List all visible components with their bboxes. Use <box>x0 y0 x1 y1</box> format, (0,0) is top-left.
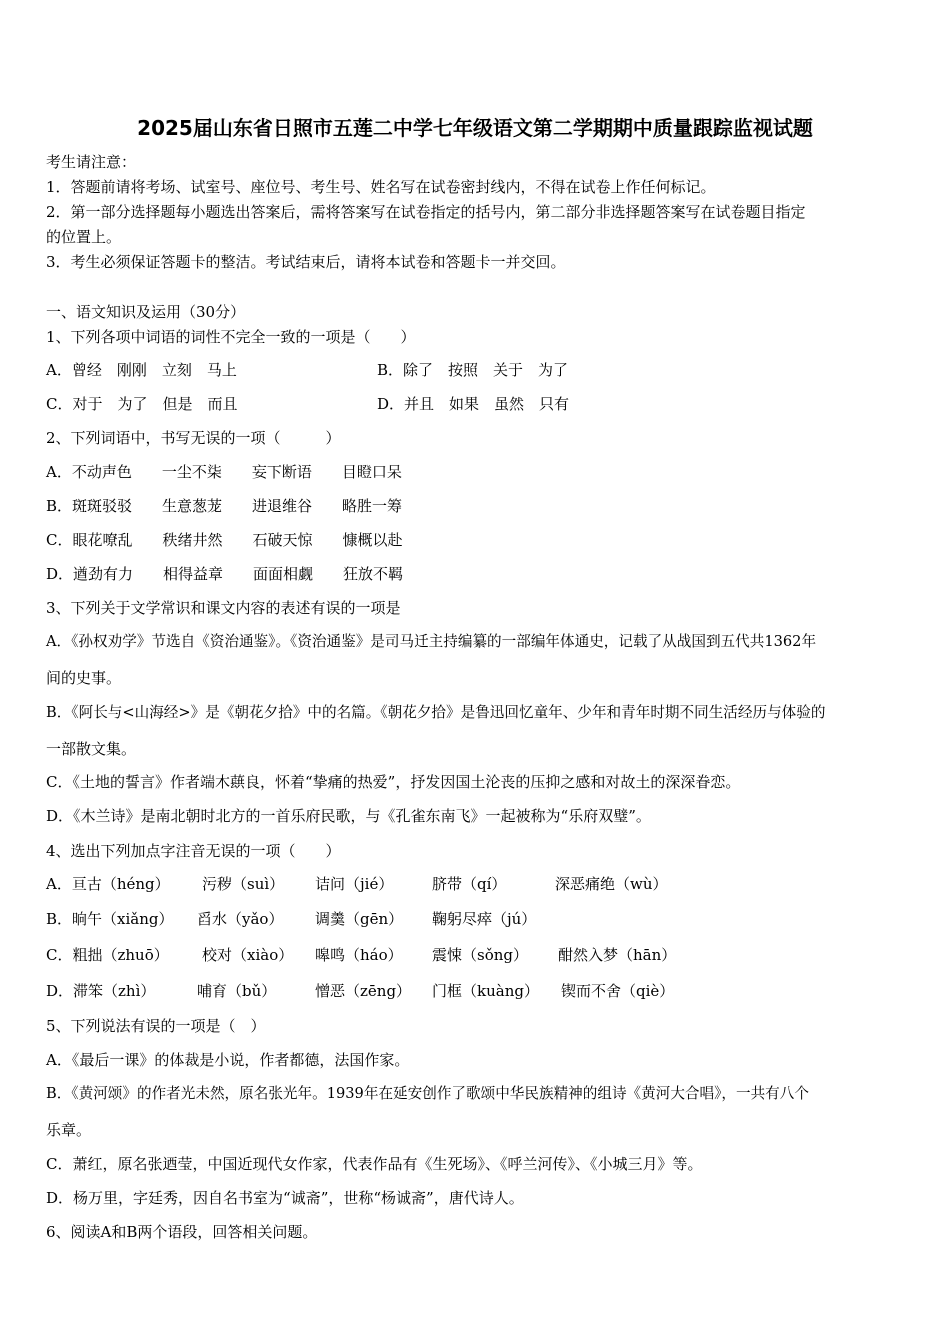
notice-item-3: 3．考生必须保证答题卡的整洁。考试结束后，请将本试卷和答题卡一并交回。 <box>46 253 566 271</box>
q2-option-c: C．眼花嘹乱 秩绪井然 石破天惊 慷概以赴 <box>46 531 403 549</box>
notice-item-2: 2．第一部分选择题每小题选出答案后，需将答案写在试卷指定的括号内，第二部分非选择题答案写在试卷题目指定 <box>46 203 806 221</box>
q4-b-3: 调羹（gēn） <box>315 910 404 928</box>
q2-option-a: A．不动声色 一尘不柒 妄下断语 目瞪口呆 <box>46 463 402 481</box>
q2-option-d: D．遒劲有力 相得益章 面面相觑 狂放不羁 <box>46 565 404 583</box>
q1-option-c: C．对于 为了 但是 而且 <box>46 395 238 413</box>
q4-c-4: 震悚（sǒng） <box>432 946 528 964</box>
q2-option-b: B．斑斑驳驳 生意葱茏 进退维谷 略胜一筹 <box>46 497 403 515</box>
q4-a-1: A．亘古（héng） <box>46 875 170 893</box>
q5-option-c: C．萧红，原名张迺莹，中国近现代女作家，代表作品有《生死场》、《呼兰河传》、《小城三月》等。 <box>46 1155 703 1173</box>
q1-option-d: D．并且 如果 虽然 只有 <box>377 395 570 413</box>
q5-option-d: D．杨万里，字廷秀，因自名书室为“诚斋”，世称“杨诚斋”，唐代诗人。 <box>46 1189 524 1207</box>
q5-stem: 5、下列说法有误的一项是（ ） <box>46 1017 266 1035</box>
q3-option-b: B．《阿长与<山海经>》是《朝花夕拾》中的名篇。《朝花夕拾》是鲁迅回忆童年、少年和青年时期不同生活经历与体验的 <box>46 704 826 721</box>
q4-d-3: 憎恶（zēng） <box>315 982 412 1000</box>
q4-b-4: 鞠躬尽瘁（jú） <box>432 910 537 928</box>
section-heading: 一、语文知识及运用（30分） <box>46 303 246 321</box>
q4-d-5: 锲而不舍（qiè） <box>561 982 675 1000</box>
q4-a-2: 污秽（suì） <box>202 875 285 893</box>
q3-stem: 3、下列关于文学常识和课文内容的表述有误的一项是 <box>46 599 401 617</box>
q4-d-4: 门框（kuàng） <box>432 982 539 1000</box>
notice-heading: 考生请注意： <box>46 153 137 171</box>
q3-option-b-cont: 一部散文集。 <box>46 740 137 758</box>
q4-b-2: 舀水（yǎo） <box>197 910 284 928</box>
q5-option-a: A．《最后一课》的体裁是小说，作者都德，法国作家。 <box>46 1051 410 1069</box>
q5-option-b: B．《黄河颂》的作者光未然，原名张光年。1939年在延安创作了歌颂中华民族精神的组诗《黄河大合唱》，一共有八个 <box>46 1085 809 1102</box>
q4-c-1: C．粗拙（zhuō） <box>46 946 169 964</box>
q6-stem: 6、阅读A和B两个语段，回答相关问题。 <box>46 1223 318 1241</box>
notice-item-1: 1．答题前请将考场、试室号、座位号、考生号、姓名写在试卷密封线内，不得在试卷上作任何标记。 <box>46 178 716 196</box>
notice-item-2-cont: 的位置上。 <box>46 228 122 246</box>
q1-option-b: B．除了 按照 关于 为了 <box>377 361 569 379</box>
q4-c-3: 嗥鸣（háo） <box>315 946 403 964</box>
q4-a-3: 诘问（jié） <box>315 875 394 893</box>
q2-stem: 2、下列词语中，书写无误的一项（ ） <box>46 429 341 447</box>
q5-option-b-cont: 乐章。 <box>46 1121 92 1139</box>
q1-option-a: A．曾经 刚刚 立刻 马上 <box>46 361 237 379</box>
q4-c-5: 酣然入梦（hān） <box>558 946 677 964</box>
q3-option-d: D．《木兰诗》是南北朝时北方的一首乐府民歌，与《孔雀东南飞》一起被称为“乐府双璧”。 <box>46 807 651 825</box>
q4-a-4: 脐带（qí） <box>432 875 507 893</box>
q3-option-c: C．《土地的誓言》作者端木蕻良，怀着“挚痛的热爱”，抒发因国土沦丧的压抑之感和对故土的深深眷恋。 <box>46 773 741 791</box>
page-title: 2025届山东省日照市五莲二中学七年级语文第二学期期中质量跟踪监视试题 <box>137 116 813 140</box>
q4-d-2: 哺育（bǔ） <box>197 982 277 1000</box>
q4-stem: 4、选出下列加点字注音无误的一项（ ） <box>46 842 341 860</box>
q3-option-a: A．《孙权劝学》节选自《资治通鉴》。《资治通鉴》是司马迁主持编纂的一部编年体通史，记载了从战国到五代共1362年 <box>46 633 817 650</box>
q4-b-1: B．晌午（xiǎng） <box>46 910 174 928</box>
q3-option-a-cont: 间的史事。 <box>46 669 122 687</box>
q1-stem: 1、下列各项中词语的词性不完全一致的一项是（ ） <box>46 328 416 346</box>
q4-a-5: 深恶痛绝（wù） <box>555 875 668 893</box>
q4-c-2: 校对（xiào） <box>202 946 294 964</box>
q4-d-1: D．滞笨（zhì） <box>46 982 156 1000</box>
